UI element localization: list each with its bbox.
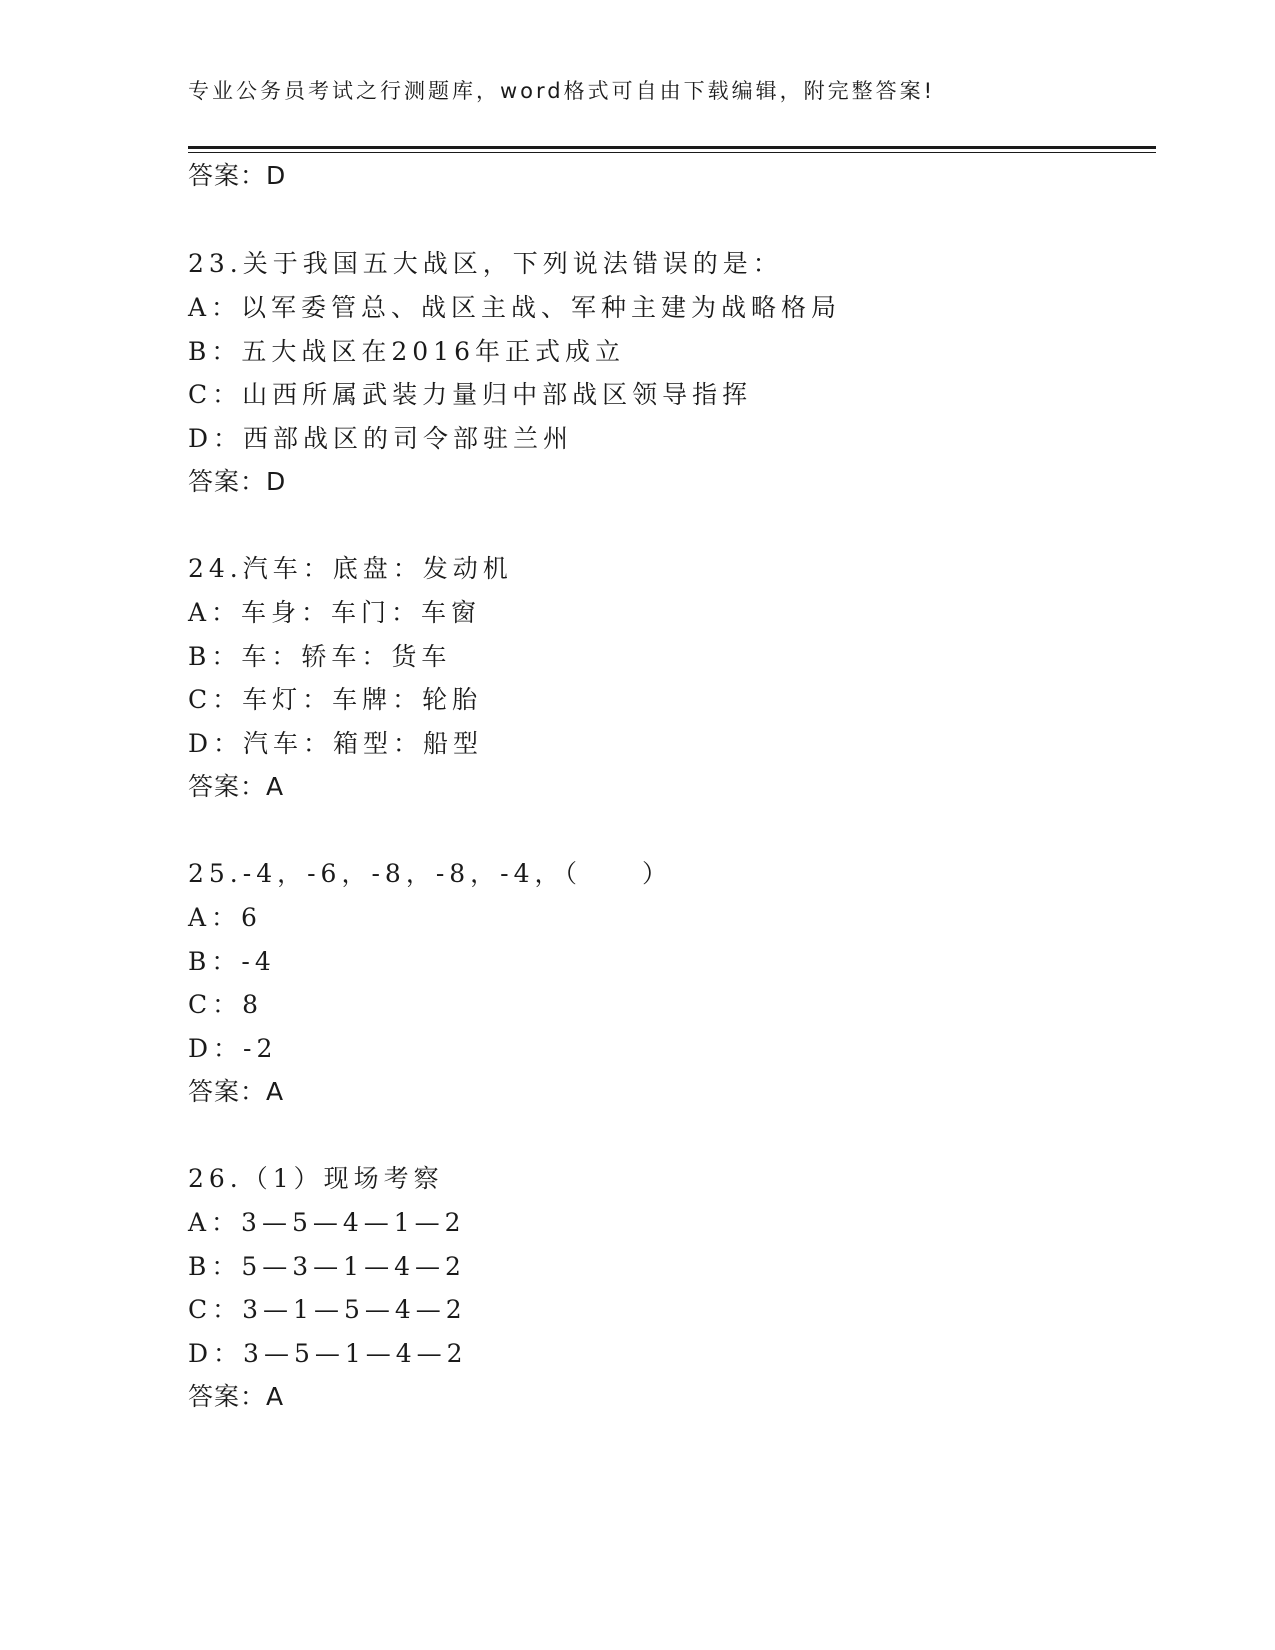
answer-line: 答案：D [188, 161, 287, 190]
answer-line: 答案：D [188, 467, 287, 496]
question-stem: 24.汽车：底盘：发动机 [188, 554, 513, 583]
header-rule-thick [188, 146, 1156, 149]
option-c: C：3—1—5—4—2 [188, 1295, 467, 1324]
question-stem: 23.关于我国五大战区，下列说法错误的是： [188, 249, 783, 278]
answer-line: 答案：A [188, 772, 285, 801]
option-d: D：3—5—1—4—2 [188, 1339, 468, 1368]
question-stem: 25.-4，-6，-8，-8，-4，（ ） [188, 859, 673, 888]
option-a: A：3—5—4—1—2 [188, 1208, 466, 1237]
option-a: A：车身：车门：车窗 [188, 598, 482, 627]
option-a: A：6 [188, 903, 262, 932]
option-b: B：-4 [188, 947, 276, 976]
header-rule-thin [188, 152, 1156, 153]
page-header: 专业公务员考试之行测题库，word格式可自由下载编辑，附完整答案! [188, 79, 936, 103]
option-b: B：5—3—1—4—2 [188, 1252, 466, 1281]
option-d: D：-2 [188, 1034, 278, 1063]
option-d: D：汽车：箱型：船型 [188, 729, 484, 758]
option-b: B：五大战区在2016年正式成立 [188, 337, 625, 366]
answer-line: 答案：A [188, 1077, 285, 1106]
answer-line: 答案：A [188, 1382, 285, 1411]
option-c: C：8 [188, 990, 264, 1019]
option-c: C：山西所属武装力量归中部战区领导指挥 [188, 380, 753, 409]
question-stem: 26.（1）现场考察 [188, 1164, 444, 1193]
option-b: B：车：轿车：货车 [188, 642, 452, 671]
option-d: D：西部战区的司令部驻兰州 [188, 424, 574, 453]
option-a: A：以军委管总、战区主战、军种主建为战略格局 [188, 293, 842, 322]
option-c: C：车灯：车牌：轮胎 [188, 685, 483, 714]
